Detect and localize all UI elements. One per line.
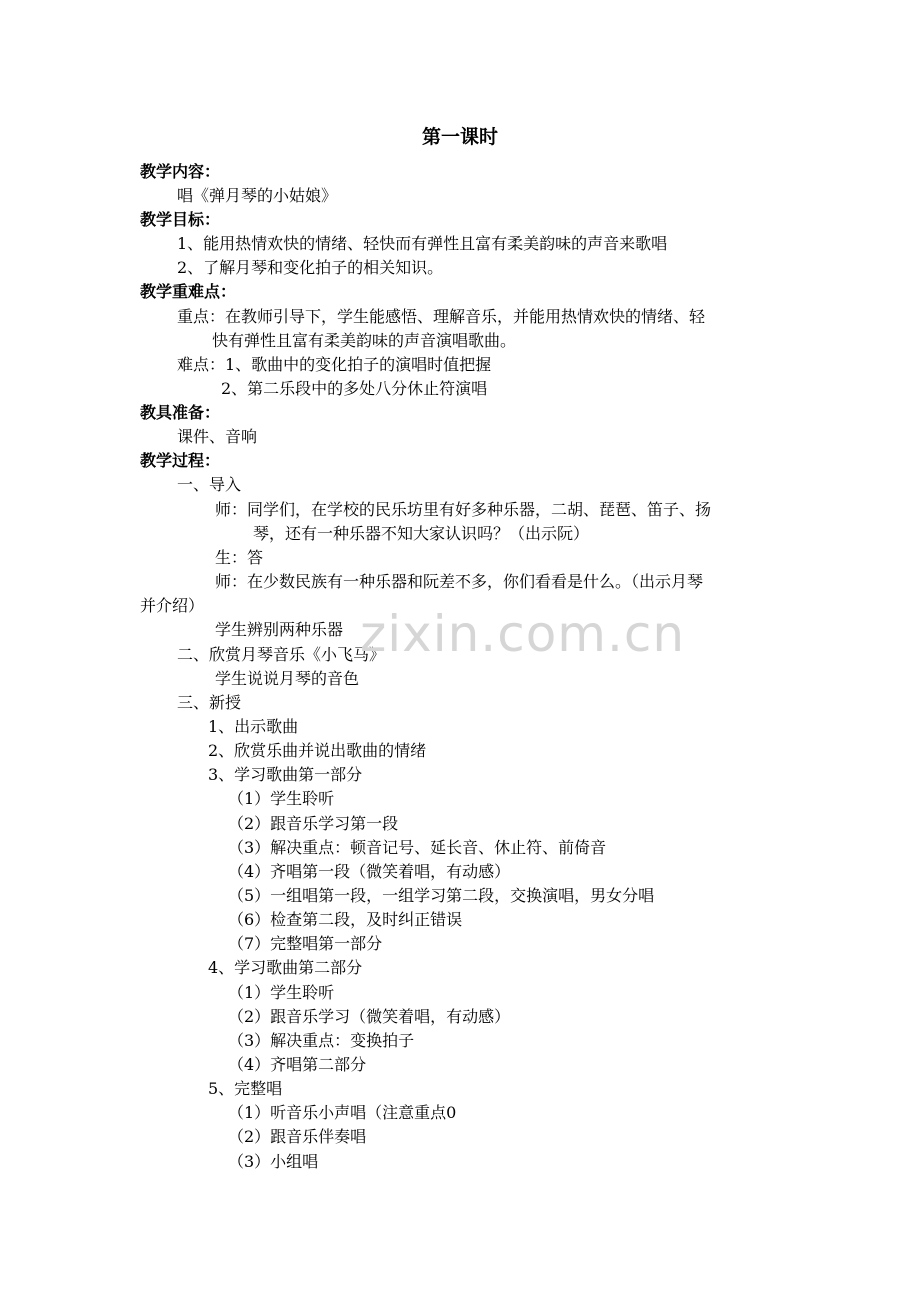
body-line: （1）听音乐小声唱（注意重点0 xyxy=(228,1103,457,1122)
body-line: 学生辨别两种乐器 xyxy=(215,620,344,639)
page-title: 第一课时 xyxy=(421,126,498,148)
body-line: （3）解决重点：顿音记号、延长音、休止符、前倚音 xyxy=(228,838,607,857)
body-line: （6）检查第二段，及时纠正错误 xyxy=(228,910,463,929)
body-line: 重点：在教师引导下，学生能感悟、理解音乐，并能用热情欢快的情绪、轻 xyxy=(177,307,706,326)
body-line: 2、第二乐段中的多处八分休止符演唱 xyxy=(221,379,488,398)
body-line: 并介绍） xyxy=(140,596,205,615)
body-line: 一、导入 xyxy=(177,475,242,494)
body-line: 2、了解月琴和变化拍子的相关知识。 xyxy=(177,258,444,277)
body-line: 师：在少数民族有一种乐器和阮差不多，你们看看是什么。（出示月琴 xyxy=(215,572,704,591)
body-line: 课件、音响 xyxy=(177,427,258,446)
body-line: （7）完整唱第一部分 xyxy=(228,934,383,953)
body-line: （2）跟音乐学习（微笑着唱，有动感） xyxy=(228,1007,511,1026)
body-line: 师：同学们，在学校的民乐坊里有好多种乐器，二胡、琵琶、笛子、扬 xyxy=(215,500,712,519)
watermark: zixin.com.cn xyxy=(360,605,686,663)
body-line: 三、新授 xyxy=(177,693,242,712)
body-line: （5）一组唱第一段，一组学习第二段，交换演唱，男女分唱 xyxy=(228,886,655,905)
body-line: 3、学习歌曲第一部分 xyxy=(208,765,363,784)
body-line: （4）齐唱第二部分 xyxy=(228,1055,367,1074)
body-line: （3）解决重点：变换拍子 xyxy=(228,1031,415,1050)
body-line: （3）小组唱 xyxy=(228,1152,319,1171)
section-heading: 教具准备： xyxy=(140,403,221,422)
body-line: 学生说说月琴的音色 xyxy=(215,669,360,688)
body-line: 二、欣赏月琴音乐《小飞马》 xyxy=(177,645,386,664)
section-heading: 教学目标： xyxy=(140,210,221,229)
body-line: （2）跟音乐学习第一段 xyxy=(228,814,399,833)
body-line: 2、欣赏乐曲并说出歌曲的情绪 xyxy=(208,741,427,760)
body-line: 5、完整唱 xyxy=(208,1079,283,1098)
section-heading: 教学内容： xyxy=(140,162,221,181)
body-line: 琴，还有一种乐器不知大家认识吗？（出示阮） xyxy=(253,524,590,543)
body-line: 4、学习歌曲第二部分 xyxy=(208,958,363,977)
body-line: （4）齐唱第一段（微笑着唱，有动感） xyxy=(228,862,511,881)
body-line: 快有弹性且富有柔美韵味的声音演唱歌曲。 xyxy=(212,331,517,350)
body-line: 1、出示歌曲 xyxy=(208,717,299,736)
body-line: 难点：1、歌曲中的变化拍子的演唱时值把握 xyxy=(177,355,492,374)
body-line: 1、能用热情欢快的情绪、轻快而有弹性且富有柔美韵味的声音来歌唱 xyxy=(177,234,668,253)
body-line: （1）学生聆听 xyxy=(228,983,335,1002)
body-line: 生：答 xyxy=(215,548,264,567)
body-line: （2）跟音乐伴奏唱 xyxy=(228,1127,367,1146)
body-line: （1）学生聆听 xyxy=(228,789,335,808)
body-line: 唱《弹月琴的小姑娘》 xyxy=(177,186,338,205)
section-heading: 教学过程： xyxy=(140,451,221,470)
section-heading: 教学重难点： xyxy=(140,282,237,301)
